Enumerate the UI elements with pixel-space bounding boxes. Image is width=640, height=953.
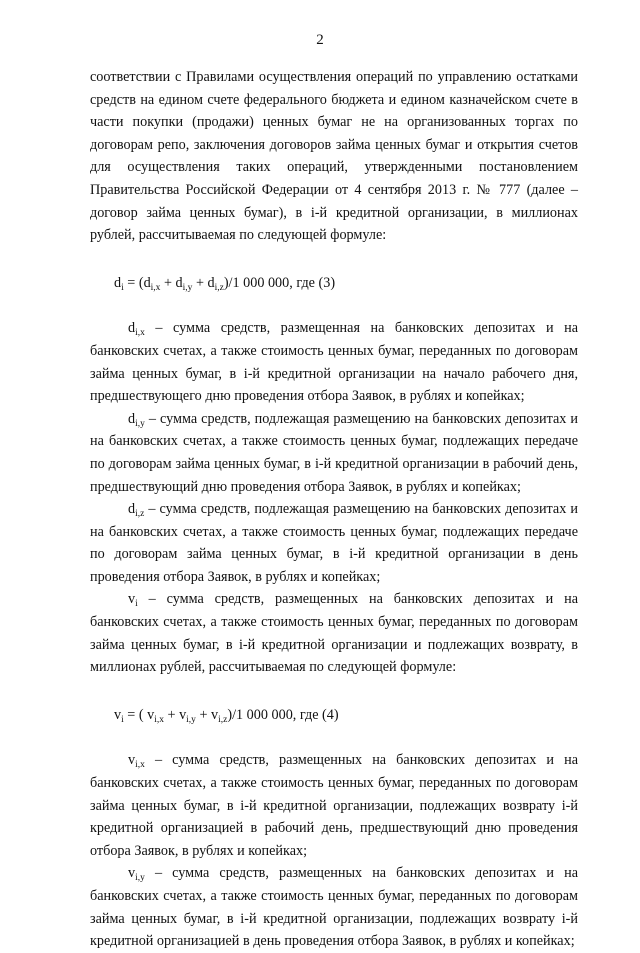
formula-4-open: = ( xyxy=(123,706,148,723)
definition-symbol: v xyxy=(128,752,136,769)
definition-text: – сумма средств, подлежащая размещению на банковских депозитах и на банковских счетах, а также стоимость ценных бумаг, подлежащих передаче по договорам займа ценных бумаг, в i-й кредитной организации в день проведения отбора Заявок, в рублях и копейках; xyxy=(90,501,578,585)
document-body xyxy=(90,66,578,953)
formula-3-open: = ( xyxy=(123,274,144,291)
formula-4-plus: + xyxy=(163,706,180,723)
definition-v-iy xyxy=(90,862,578,952)
definition-symbol-sub: i,y xyxy=(135,873,145,884)
formula-4-lhs-sub: i xyxy=(121,714,124,725)
definition-symbol-sub: i,x xyxy=(135,760,145,771)
definition-d-ix xyxy=(90,317,578,407)
definition-symbol: d xyxy=(128,410,136,427)
definition-d-iz xyxy=(90,498,578,588)
formula-3-lhs: d xyxy=(114,274,122,291)
definition-text: – сумма средств, подлежащая размещению на банковских депозитах и на банковских счетах, а также стоимость ценных бумаг, подлежащих передаче по договорам займа ценных бумаг, в i-й кредитной организации в рабочий день, предшествующий дню проведения отбора Заявок, в рублях и копейках; xyxy=(90,410,578,495)
formula-3-plus: + xyxy=(160,274,176,291)
definition-symbol: d xyxy=(128,501,136,518)
definition-text: – сумма средств, размещенных на банковских депозитах и на банковских счетах, а также стоимость ценных бумаг, переданных по договорам займа ценных бумаг, в i-й кредитной организации и подлежащих возврату, в миллионах рублей, рассчитываемая по следующей формуле: xyxy=(90,591,578,676)
formula-4-plus: + xyxy=(195,706,212,723)
definition-symbol-sub: i,z xyxy=(135,509,145,520)
definition-v-i xyxy=(90,588,578,678)
definition-text: – сумма средств, размещенных на банковских депозитах и на банковских счетах, а также стоимость ценных бумаг, переданных по договорам займа ценных бумаг, в i-й кредитной организации, подлежащих возврату i-й кредитной организацией в день проведения отбора Заявок, в рублях и копейках; xyxy=(90,865,578,950)
definition-symbol: v xyxy=(128,865,136,882)
formula-3-term-3: d xyxy=(207,274,215,291)
page-number: 2 xyxy=(316,32,324,48)
definition-symbol: v xyxy=(128,591,136,608)
formula-4-term-2-sub: i,y xyxy=(186,714,196,725)
formula-4-term-1: v xyxy=(147,706,155,723)
formula-3-tail: )/1 000 000, где (3) xyxy=(223,274,336,291)
formula-4-term-2: v xyxy=(179,706,187,723)
formula-4 xyxy=(114,704,578,727)
formula-3-lhs-sub: i xyxy=(121,282,124,293)
definition-symbol-sub: i,x xyxy=(135,328,145,339)
formula-3-term-2-sub: i,y xyxy=(182,282,193,293)
definition-text: – сумма средств, размещенных на банковских депозитах и на банковских счетах, а также стоимость ценных бумаг, переданных по договорам займа ценных бумаг, в i-й кредитной организации, подлежащих возврату i-й кредитной организацией в рабочий день, предшествующий дню проведения отбора Заявок, в рублях и копейках; xyxy=(90,752,578,859)
formula-4-term-1-sub: i,x xyxy=(154,714,164,725)
formula-3-term-1: d xyxy=(143,274,151,291)
definition-symbol-sub: i xyxy=(135,599,138,610)
formula-3-term-1-sub: i,x xyxy=(150,282,161,293)
formula-3-plus: + xyxy=(192,274,208,291)
formula-3-term-2: d xyxy=(175,274,183,291)
formula-4-lhs: v xyxy=(114,706,122,723)
formula-3 xyxy=(114,272,578,295)
formula-4-tail: )/1 000 000, где (4) xyxy=(227,706,339,723)
formula-3-term-3-sub: i,z xyxy=(214,282,224,293)
definition-v-ix xyxy=(90,749,578,862)
definition-symbol-sub: i,y xyxy=(135,418,145,429)
formula-4-term-3: v xyxy=(211,706,219,723)
intro-paragraph: соответствии с Правилами осуществления операций по управлению остатками средств на едином счете федерального бюджета и едином казначейском счете в части покупки (продажи) ценных бумаг не на организованных торгах по договорам репо, заключения договоров займа ценных бумаг и открытия счетов для осуществления таких операций, утвержденными постановлением Правительства Российской Федерации от 4 сентября 2013 г. № 777 (далее – договор займа ценных бумаг), в i-й кредитной организации, в миллионах рублей, рассчитываемая по следующей формуле: xyxy=(90,69,578,244)
definition-symbol: d xyxy=(128,320,136,337)
definition-d-iy xyxy=(90,408,578,498)
definition-text: – сумма средств, размещенная на банковских депозитах и на банковских счетах, а также стоимость ценных бумаг, переданных по договорам займа ценных бумаг, в i-й кредитной организации на начало рабочего дня, предшествующего дню проведения отбора Заявок, в рублях и копейках; xyxy=(90,320,578,405)
formula-4-term-3-sub: i,z xyxy=(218,714,228,725)
